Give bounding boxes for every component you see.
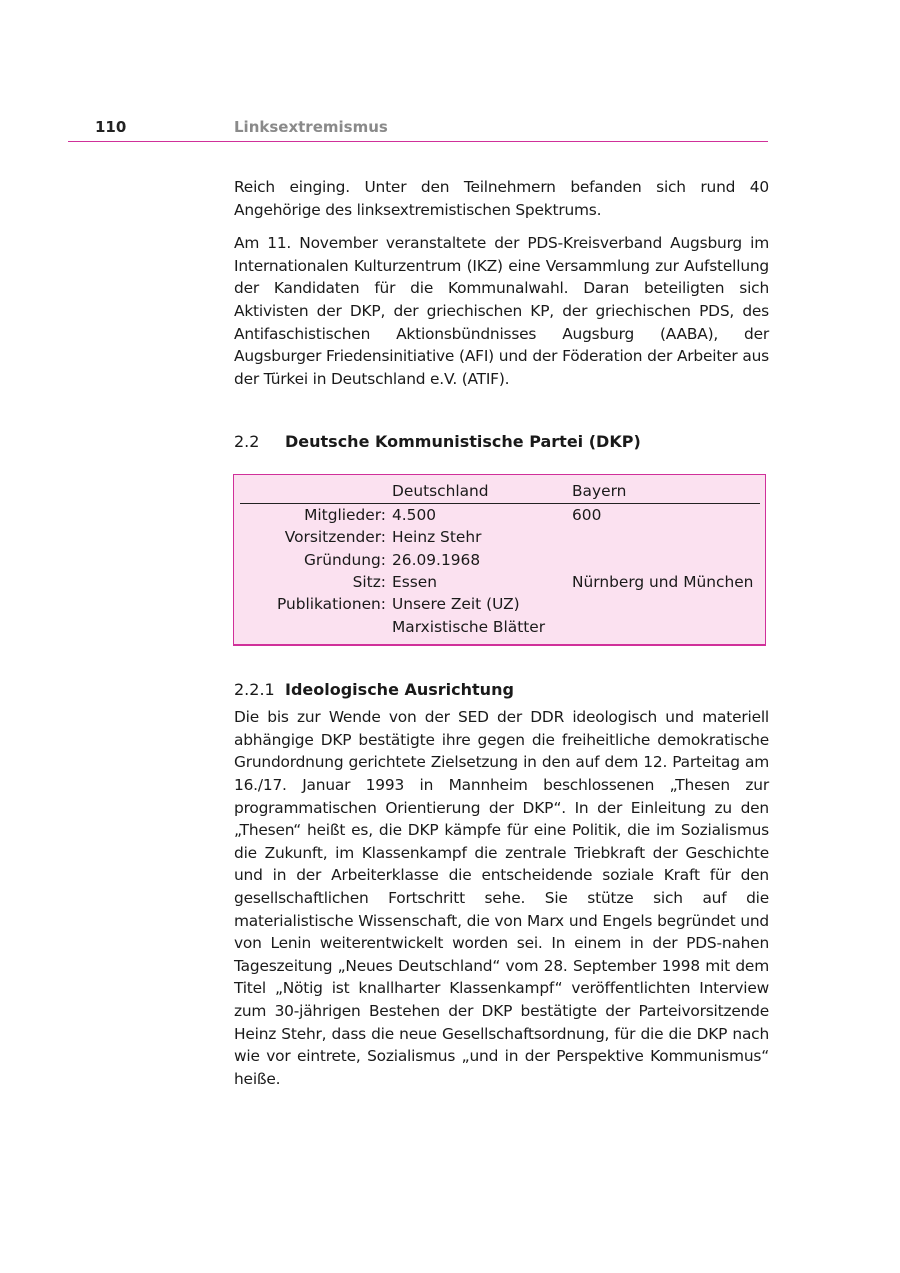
page-header [68,116,768,142]
fact-label: Publikationen: [276,595,386,614]
fact-row [240,549,760,571]
fact-row [240,526,760,548]
fact-value-deutschland: 4.500 [392,505,437,524]
fact-row [240,571,760,593]
fact-value-bayern [572,616,760,638]
fact-row [240,616,760,638]
column-header [240,480,392,503]
fact-table-header-row [240,480,760,503]
column-header: Deutschland [392,480,572,503]
body-paragraph: Die bis zur Wende von der SED der DDR ideologisch und materiell abhängige DKP bestätigte ihre gegen die freiheitliche demokratische Grundordnung gerichtete Zielsetzung in den auf dem 12. Parteitag am 16./17. Januar 1993 in Mannheim beschlossenen „Thesen zur programmatischen Orientierung der DKP“. In der Einleitung zu den „Thesen“ heißt es, die DKP kämpfe für eine Politik, die im Sozialismus die Zukunft, im Klassenkampf die zentrale Triebkraft der Geschichte und in der Arbeiterklasse die entscheidende soziale Kraft für den gesellschaftlichen Fortschritt sehe. Sie stütze sich auf die materialistische Wissenschaft, die von Marx und Engels begründet und von Lenin weiterentwickelt worden sei. In einem in der PDS-nahen Tageszeitung „Neues Deutschland“ vom 28. September 1998 mit dem Titel „Nötig ist knallharter Klassenkampf“ veröffentlichten Interview zum 30-jährigen Bestehen der DKP bestätigte der Parteivorsitzende Heinz Stehr, dass die neue Gesellschaftsordnung, für die die DKP nach wie vor eintrete, Sozialismus „und in der Perspektive Kommunismus“ heiße. [234,708,769,1088]
body-paragraph: Am 11. November veranstaltete der PDS-Kreisverband Augsburg im Internationalen Kulturzentrum (IKZ) eine Versammlung zur Aufstellung der Kandidaten für die Kommunalwahl. Daran beteiligten sich Aktivisten der DKP, der griechischen KP, der griechischen PDS, des Antifaschistischen Aktionsbündnisses Augsburg (AABA), der Augsburger Friedensinitiative (AFI) und der Föderation der Arbeiter aus der Türkei in Deutschland e.V. (ATIF). [234,234,769,388]
section-heading [234,432,769,458]
fact-label: Gründung: [304,550,386,569]
fact-value-bayern [572,549,760,571]
subsection-heading [234,680,769,706]
fact-value-bayern [572,526,760,548]
subsection-title: Ideologische Ausrichtung [285,680,514,700]
column-header: Bayern [572,480,760,503]
fact-label [240,616,392,638]
fact-value-deutschland: Marxistische Blätter [392,617,546,636]
fact-label: Mitglieder: [304,505,386,524]
fact-value-deutschland: Heinz Stehr [392,528,482,547]
fact-label: Sitz: [352,572,386,591]
subsection-number: 2.2.1 [234,680,275,700]
body-paragraph: Reich einging. Unter den Teilnehmern befanden sich rund 40 Angehörige des linksextremistischen Spektrums. [234,178,769,219]
running-head: Linksextremismus [234,118,388,136]
page-number: 110 [95,118,127,136]
fact-value-deutschland: Unsere Zeit (UZ) [392,595,520,614]
fact-box [233,474,766,646]
fact-value-deutschland: Essen [392,572,437,591]
fact-label: Vorsitzender: [284,528,386,547]
section-number: 2.2 [234,432,260,452]
fact-row [240,593,760,615]
fact-value-bayern [572,593,760,615]
section-title: Deutsche Kommunistische Partei (DKP) [285,432,641,452]
fact-value-deutschland: 26.09.1968 [392,550,481,569]
fact-value-bayern: 600 [572,505,602,524]
fact-table [240,480,760,638]
page-content [234,176,769,1090]
fact-row [240,503,760,526]
fact-value-bayern: Nürnberg und München [572,572,754,591]
